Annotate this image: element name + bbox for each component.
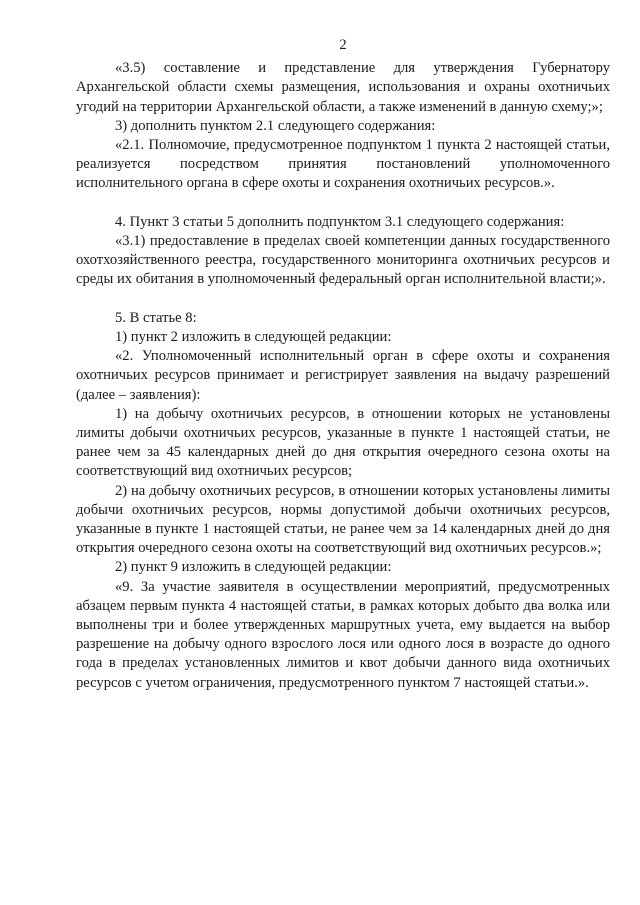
paragraph-point-2-intro: 1) пункт 2 изложить в следующей редакции: [115, 329, 392, 346]
paragraph-gap [76, 194, 610, 213]
paragraph-add-point-2-1: 3) дополнить пунктом 2.1 следующего содержания: [115, 117, 436, 134]
paragraph-point-9-intro: 2) пункт 9 изложить в следующей редакции: [115, 559, 392, 576]
paragraph-point-2-1-text: «2.1. Полномочие, предусмотренное подпунктом 1 пункта 2 настоящей статьи, реализуется посредством принятия постановлений уполномоченного исполнительного органа в сфере охоты и сохранения охотничьих ресурсов.». [76, 137, 610, 192]
paragraph-point-9-text: «9. За участие заявителя в осуществлении мероприятий, предусмотренных абзацем первым пункта 4 настоящей статьи, в рамках которых добыто два волка или выполнены три и более утвержденных маршрутных учета, ему выдается на выбор разрешение на добычу одного взрослого лося или одного лося в возрасте до одного года в пределах установленных лимитов и квот добычи данного вида охотничьих ресурсов с учетом ограничения, предусмотренного пунктом 7 настоящей статьи.». [76, 578, 610, 691]
paragraph-subpoint-1: 1) на добычу охотничьих ресурсов, в отношении которых не установлены лимиты добычи охотничьих ресурсов, указанные в пункте 1 настоящей статьи, не ранее чем за 45 календарных дней до дня открытия очередного сезона охоты на соответствующий вид охотничьих ресурсов; [76, 405, 610, 480]
paragraph-item-4: 4. Пункт 3 статьи 5 дополнить подпунктом 3.1 следующего содержания: [115, 213, 565, 230]
paragraph-item-5: 5. В статье 8: [115, 309, 197, 326]
page-number: 2 [339, 37, 347, 53]
paragraph-subpoint-2: 2) на добычу охотничьих ресурсов, в отношении которых установлены лимиты добычи охотничьих ресурсов, нормы допустимой добычи охотничьих ресурсов, указанные в пункте 1 настоящей статьи, не ранее чем за 14 календарных дней до дня открытия очередного сезона охоты на соответствующий вид охотничьих ресурсов.»; [76, 482, 610, 557]
paragraph-gap [76, 290, 610, 309]
paragraph-3-5-amendment: «3.5) составление и представление для утверждения Губернатору Архангельской области схемы размещения, использования и охраны охотничьих угодий на территории Архангельской области, а также изменений в данную схему;»; [76, 60, 610, 115]
paragraph-3-1-text: «3.1) предоставление в пределах своей компетенции данных государственного охотхозяйственного реестра, государственного мониторинга охотничьих ресурсов и среды их обитания в уполномоченный федеральный орган исполнительной власти;». [76, 233, 610, 288]
paragraph-point-2-text: «2. Уполномоченный исполнительный орган в сфере охоты и сохранения охотничьих ресурсов принимает и регистрирует заявления на выдачу разрешений (далее – заявления): [76, 348, 610, 403]
document-page [76, 36, 610, 693]
